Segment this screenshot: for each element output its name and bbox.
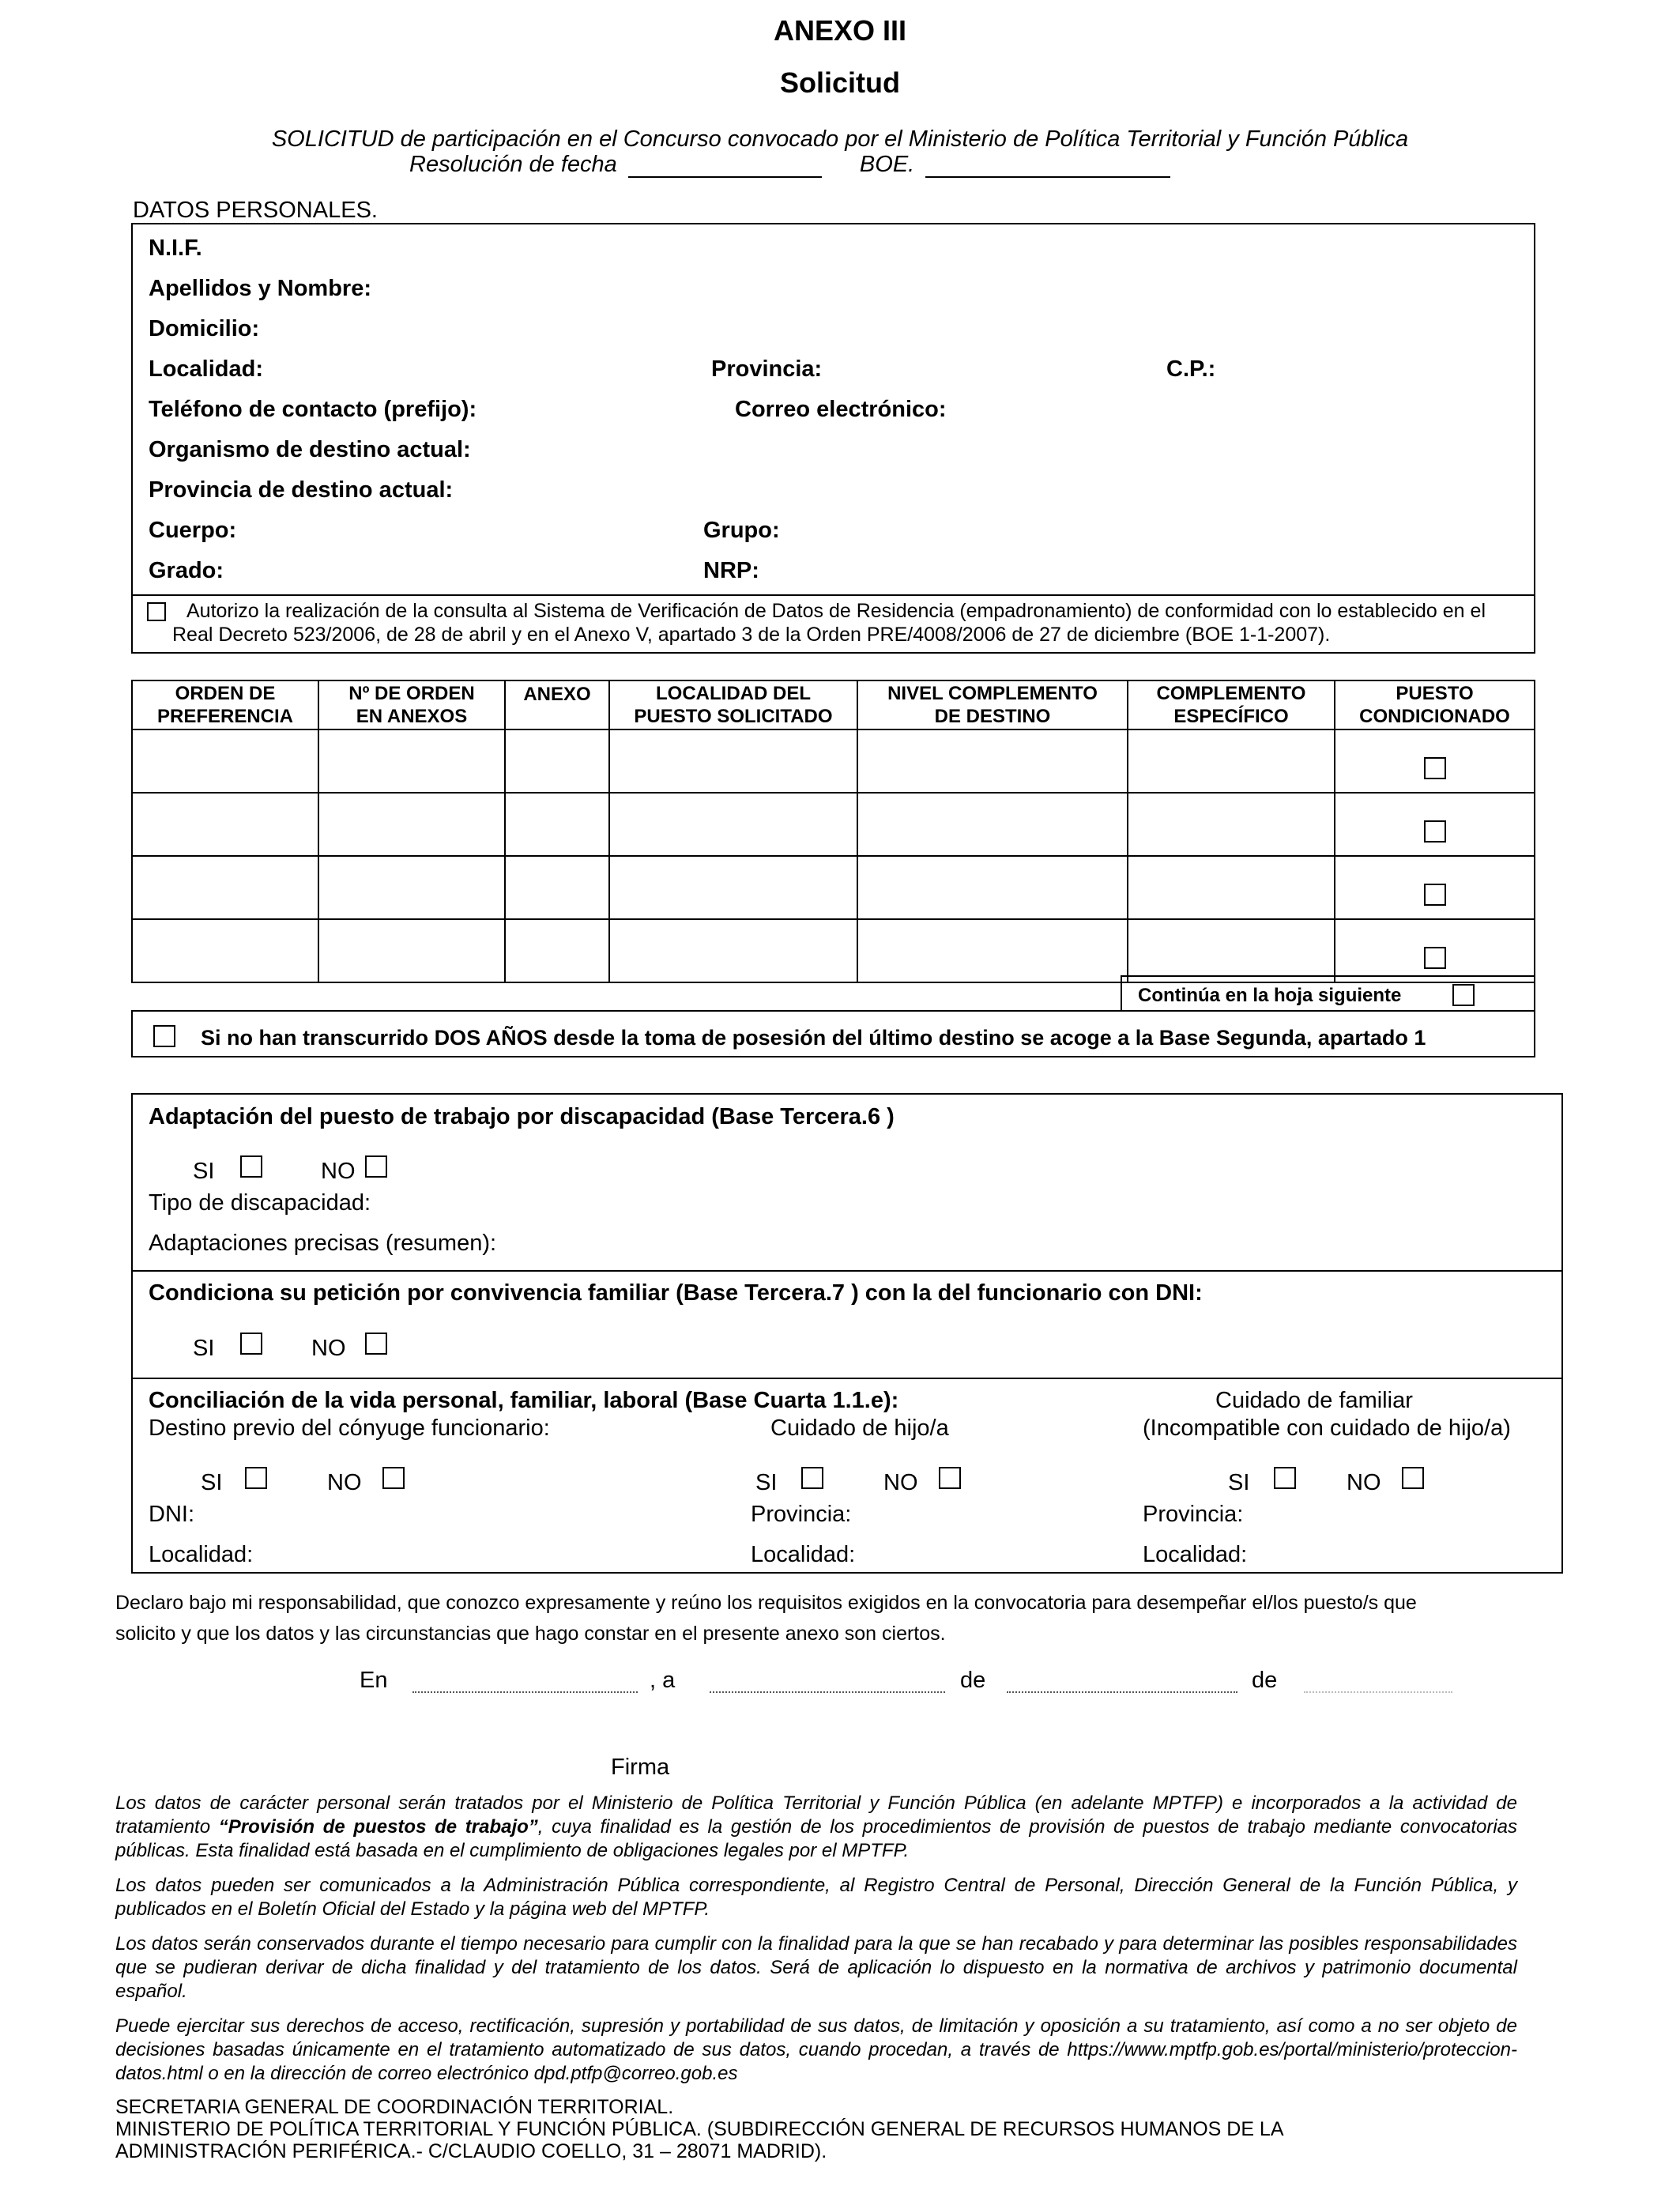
- table-cell[interactable]: [857, 793, 1128, 856]
- two-years-em: DOS AÑOS: [434, 1026, 548, 1050]
- family-locality-label: Localidad:: [1143, 1542, 1248, 1567]
- table-cell[interactable]: [318, 729, 505, 793]
- positions-table: [131, 680, 1535, 983]
- col-header-locality: LOCALIDAD DEL PUESTO SOLICITADO: [609, 680, 857, 729]
- personal-section-title: DATOS PERSONALES.: [133, 198, 378, 223]
- table-cell[interactable]: [1128, 856, 1335, 919]
- privacy-paragraph-2: Los datos pueden ser comunicados a la Administración Pública correspondiente, al Registro Central de Personal, Dirección General de la Función Pública, y publicados en el Boletín Oficial del Estado y la página web del MPTFP.: [115, 1875, 1517, 1920]
- col-header-specific: COMPLEMENTO ESPECÍFICO: [1128, 680, 1335, 729]
- de-label-2: de: [1252, 1668, 1278, 1693]
- family-no-checkbox[interactable]: [1402, 1467, 1424, 1489]
- conditioned-checkbox[interactable]: [1424, 757, 1446, 779]
- footer-line3: ADMINISTRACIÓN PERIFÉRICA.- C/CLAUDIO COELLO, 31 – 28071 MADRID).: [115, 2140, 827, 2162]
- authorize-text-content: Autorizo la realización de la consulta al Sistema de Verificación de Datos de Residencia (empadronamiento) de conformidad con lo establecido en el Real Decreto 523/2006, de 28 de abril y en el Anexo V, apartado 3 de la Orden PRE/4008/2006 de 27 de diciembre (BOE 1-1-2007).: [172, 600, 1486, 646]
- spouse-si-label: SI: [201, 1470, 223, 1495]
- privacy-paragraph-3: Los datos serán conservados durante el tiempo necesario para cumplir con la finalidad para la que se han recabado y para determinar las posibles responsabilidades que se pudieran derivar de dicha finalidad y del tratamiento de los datos. Será de aplicación lo dispuesto en la normativa de archivos y patrimonio documental español.: [115, 1933, 1517, 2002]
- col-header-order: Nº DE ORDEN EN ANEXOS: [318, 680, 505, 729]
- divider: [131, 1378, 1563, 1379]
- child-care-label: Cuidado de hijo/a: [770, 1416, 949, 1441]
- dni-label: DNI:: [149, 1502, 194, 1527]
- col-header-preference: ORDEN DE PREFERENCIA: [132, 680, 318, 729]
- authorize-text: [172, 599, 1524, 647]
- table-cell: [1335, 856, 1535, 919]
- authorize-checkbox[interactable]: [147, 602, 166, 621]
- child-locality-label: Localidad:: [751, 1542, 856, 1567]
- disability-adapt-label: Adaptaciones precisas (resumen):: [149, 1231, 497, 1256]
- table-row: [132, 729, 1535, 793]
- table-cell[interactable]: [857, 919, 1128, 982]
- place-field[interactable]: [412, 1691, 638, 1693]
- table-cell[interactable]: [609, 729, 857, 793]
- spouse-destination-label: Destino previo del cónyuge funcionario:: [149, 1416, 550, 1441]
- privacy-paragraph-4: Puede ejercitar sus derechos de acceso, rectificación, supresión y portabilidad de sus datos, de limitación y oposición a su tratamiento, así como a no ser objeto de decisiones basadas únicamente en el tratamiento automatizado de sus datos, cuando procedan, a través de https://www.mptfp.gob.es/portal/ministerio/proteccion-datos.html o en la dirección de correo electrónico dpd.ptfp@correo.gob.es: [115, 2015, 1517, 2084]
- org-destination-label: Organismo de destino actual:: [149, 437, 471, 462]
- grade-label: Grado:: [149, 558, 224, 583]
- spouse-no-checkbox[interactable]: [382, 1467, 405, 1489]
- boe-label: BOE.: [859, 152, 915, 177]
- table-cell[interactable]: [505, 793, 609, 856]
- table-cell[interactable]: [609, 856, 857, 919]
- cohabit-si-checkbox[interactable]: [240, 1333, 262, 1355]
- header-line2: [409, 152, 1170, 178]
- phone-label: Teléfono de contacto (prefijo):: [149, 397, 477, 422]
- spouse-si-checkbox[interactable]: [245, 1467, 267, 1489]
- family-province-label: Provincia:: [1143, 1502, 1244, 1527]
- cohabit-no-checkbox[interactable]: [365, 1333, 387, 1355]
- cohabit-no-label: NO: [311, 1336, 346, 1361]
- declaration-line1: Declaro bajo mi responsabilidad, que conozco expresamente y reúno los requisitos exigidos en la convocatoria para desempeñar el/los puesto/s que: [115, 1592, 1417, 1614]
- family-no-label: NO: [1347, 1470, 1381, 1495]
- footer-line1: SECRETARIA GENERAL DE COORDINACIÓN TERRITORIAL.: [115, 2096, 674, 2118]
- table-cell[interactable]: [1128, 793, 1335, 856]
- footer-address: [115, 2096, 1284, 2162]
- divider: [131, 1270, 1563, 1272]
- province-destination-label: Provincia de destino actual:: [149, 477, 454, 503]
- two-years-post: desde la toma de posesión del último destino se acoge a la Base Segunda, apartado 1: [553, 1026, 1426, 1050]
- name-label: Apellidos y Nombre:: [149, 276, 371, 301]
- cohabit-title: Condiciona su petición por convivencia familiar (Base Tercera.7 ) con la del funcionario con DNI:: [149, 1280, 1203, 1306]
- address-label: Domicilio:: [149, 316, 260, 341]
- col-header-annex: ANEXO: [505, 680, 609, 729]
- spouse-no-label: NO: [327, 1470, 362, 1495]
- child-no-checkbox[interactable]: [939, 1467, 961, 1489]
- month-field[interactable]: [1007, 1691, 1237, 1693]
- table-row: [132, 919, 1535, 982]
- table-cell[interactable]: [505, 919, 609, 982]
- table-cell: [1335, 729, 1535, 793]
- disability-no-label: NO: [321, 1159, 356, 1184]
- table-cell[interactable]: [318, 793, 505, 856]
- table-cell: [1335, 919, 1535, 982]
- table-cell[interactable]: [609, 793, 857, 856]
- signature-label: Firma: [611, 1755, 670, 1780]
- table-cell[interactable]: [857, 856, 1128, 919]
- family-care-note: (Incompatible con cuidado de hijo/a): [1143, 1416, 1511, 1441]
- conditioned-checkbox[interactable]: [1424, 947, 1446, 969]
- table-row: [132, 856, 1535, 919]
- disability-si-checkbox[interactable]: [240, 1155, 262, 1178]
- table-cell[interactable]: [857, 729, 1128, 793]
- col-header-conditioned: PUESTO CONDICIONADO: [1335, 680, 1535, 729]
- child-province-label: Provincia:: [751, 1502, 852, 1527]
- child-si-checkbox[interactable]: [801, 1467, 823, 1489]
- table-cell[interactable]: [318, 919, 505, 982]
- privacy-notice: [115, 1792, 1517, 2097]
- day-field[interactable]: [710, 1691, 945, 1693]
- declaration-line2: solicito y que los datos y las circunstancias que hago constar en el presente anexo son ciertos.: [115, 1623, 946, 1645]
- privacy-paragraph-1: Los datos de carácter personal serán tratados por el Ministerio de Política Territorial y Función Pública (en adelante MPTFP) e incorporados a la actividad de tratamiento “Provisión de puestos de trabajo”, cuya finalidad es la gestión de los procedimientos de provisión de puestos de trabajo mediante convocatorias públicas. Esta finalidad está basada en el cumplimiento de obligaciones legales por el MPTFP.: [115, 1793, 1518, 1861]
- header-line1: SOLICITUD de participación en el Concurso convocado por el Ministerio de Política Territorial y Función Pública: [271, 126, 1409, 152]
- table-cell[interactable]: [132, 856, 318, 919]
- locality-label: Localidad:: [149, 356, 264, 382]
- family-care-label: Cuidado de familiar: [1215, 1388, 1413, 1413]
- table-cell[interactable]: [1128, 729, 1335, 793]
- child-no-label: NO: [883, 1470, 918, 1495]
- disability-si-label: SI: [193, 1159, 215, 1184]
- two-years-text: [201, 1026, 1426, 1050]
- two-years-pre: Si no han transcurrido: [201, 1026, 429, 1050]
- table-row: [132, 793, 1535, 856]
- table-cell[interactable]: [609, 919, 857, 982]
- group-label: Grupo:: [703, 518, 780, 543]
- continues-label: Continúa en la hoja siguiente: [1138, 985, 1402, 1006]
- table-cell[interactable]: [318, 856, 505, 919]
- spouse-locality-label: Localidad:: [149, 1542, 254, 1567]
- province-label: Provincia:: [711, 356, 823, 382]
- nif-label: N.I.F.: [149, 236, 202, 261]
- table-cell: [1335, 793, 1535, 856]
- table-cell[interactable]: [505, 729, 609, 793]
- resolution-date-field[interactable]: [628, 156, 822, 178]
- boe-field[interactable]: [925, 156, 1170, 178]
- table-cell[interactable]: [132, 919, 318, 982]
- conditioned-checkbox[interactable]: [1424, 820, 1446, 843]
- comma-a-label: , a: [650, 1668, 676, 1693]
- postal-code-label: C.P.:: [1166, 356, 1216, 382]
- email-label: Correo electrónico:: [735, 397, 947, 422]
- place-label: En: [360, 1668, 388, 1693]
- two-years-checkbox[interactable]: [153, 1025, 175, 1047]
- corps-label: Cuerpo:: [149, 518, 237, 543]
- nrp-label: NRP:: [703, 558, 759, 583]
- disability-title: Adaptación del puesto de trabajo por discapacidad (Base Tercera.6 ): [149, 1104, 895, 1129]
- disability-type-label: Tipo de discapacidad:: [149, 1190, 371, 1216]
- conditioned-checkbox[interactable]: [1424, 884, 1446, 906]
- table-cell[interactable]: [1128, 919, 1335, 982]
- footer-line2: MINISTERIO DE POLÍTICA TERRITORIAL Y FUNCIÓN PÚBLICA. (SUBDIRECCIÓN GENERAL DE RECURSOS HUMANOS DE LA: [115, 2118, 1284, 2140]
- cohabit-si-label: SI: [193, 1336, 215, 1361]
- table-cell[interactable]: [132, 729, 318, 793]
- child-si-label: SI: [755, 1470, 778, 1495]
- disability-no-checkbox[interactable]: [365, 1155, 387, 1178]
- conciliation-title: Conciliación de la vida personal, familiar, laboral (Base Cuarta 1.1.e):: [149, 1388, 899, 1413]
- divider: [131, 594, 1535, 596]
- year-field[interactable]: [1304, 1691, 1452, 1693]
- resolution-label: Resolución de fecha: [409, 152, 617, 177]
- family-si-label: SI: [1228, 1470, 1250, 1495]
- page-title: Solicitud: [780, 66, 900, 99]
- col-header-level: NIVEL COMPLEMENTO DE DESTINO: [857, 680, 1128, 729]
- annex-title: ANEXO III: [773, 14, 907, 47]
- table-cell[interactable]: [132, 793, 318, 856]
- table-cell[interactable]: [505, 856, 609, 919]
- family-si-checkbox[interactable]: [1274, 1467, 1296, 1489]
- continues-checkbox[interactable]: [1452, 984, 1475, 1006]
- de-label-1: de: [960, 1668, 986, 1693]
